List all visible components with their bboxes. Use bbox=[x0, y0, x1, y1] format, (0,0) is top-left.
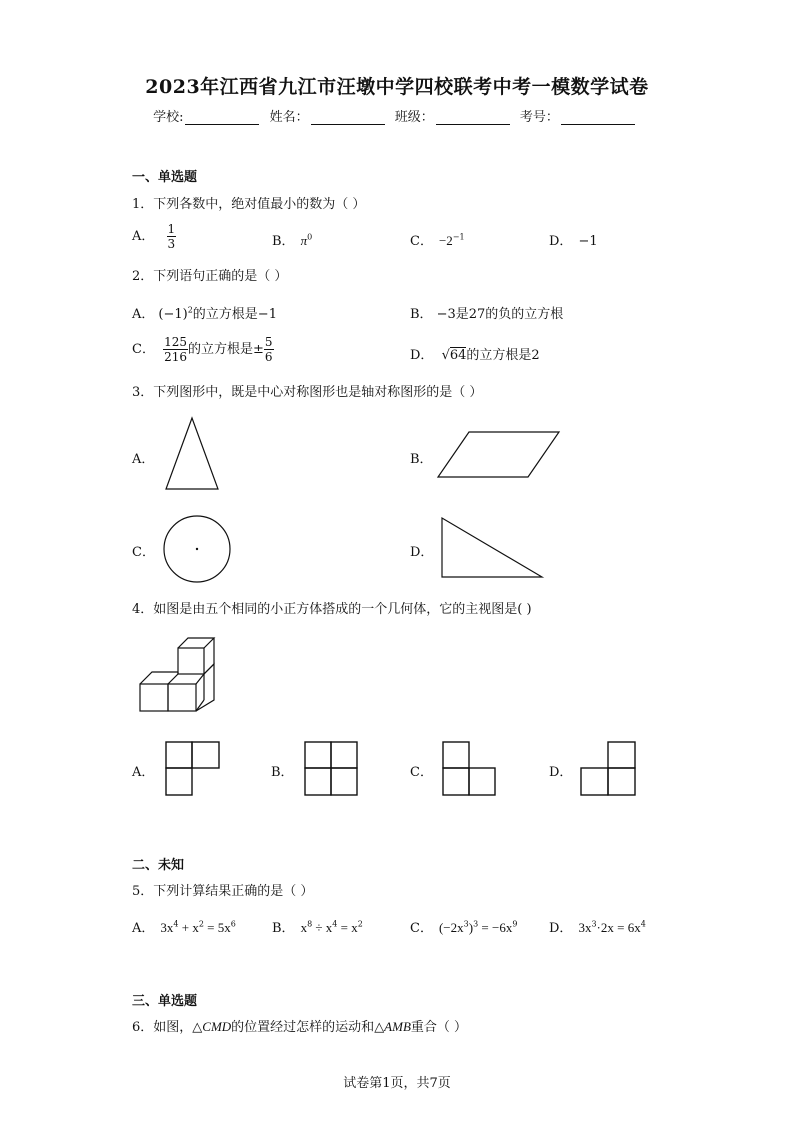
name-label: 姓名： bbox=[269, 110, 309, 125]
q5-option-d[interactable]: D． $3x^3\cdot 2x = 6x^4$ bbox=[549, 919, 646, 936]
q3-option-c-circle bbox=[162, 514, 234, 586]
q3-option-a-label[interactable]: A． bbox=[132, 452, 155, 467]
question-6-stem: 6．如图，△CMD的位置经过怎样的运动和△AMB重合（ ） bbox=[132, 1019, 468, 1035]
q2-c-fraction: $\frac{125}{216}$ bbox=[164, 335, 187, 364]
q3-option-d-label[interactable]: D． bbox=[410, 545, 434, 560]
q4-option-a-label[interactable]: A． bbox=[132, 765, 155, 780]
student-info-line bbox=[0, 106, 794, 125]
section-heading-1: 一、单选题 bbox=[132, 170, 198, 185]
question-5-stem: 5．下列计算结果正确的是（ ） bbox=[132, 884, 314, 899]
q4-option-d-figure bbox=[579, 740, 639, 798]
q3-option-d-right-triangle bbox=[440, 516, 546, 580]
sqrt-icon: √ bbox=[441, 348, 450, 363]
question-3-stem: 3．下列图形中，既是中心对称图形也是轴对称图形的是（ ） bbox=[132, 385, 483, 400]
question-2-stem: 2．下列语句正确的是（ ） bbox=[132, 269, 288, 284]
q1-option-d[interactable]: D． −1 bbox=[549, 234, 598, 249]
q1-option-a[interactable]: A． $\frac{1}{3}$ bbox=[132, 222, 176, 251]
school-label: 学校: bbox=[153, 110, 184, 125]
question-1-stem: 1．下列各数中，绝对值最小的数为（ ） bbox=[132, 197, 366, 212]
number-label: 考号： bbox=[519, 110, 559, 125]
q1-option-b[interactable]: B． $\pi^0$ bbox=[272, 232, 313, 249]
q2-option-a[interactable]: A． $(-1)^2$的立方根是−1 bbox=[132, 305, 277, 322]
number-blank[interactable] bbox=[561, 111, 635, 125]
q3-option-c-label[interactable]: C． bbox=[132, 545, 155, 560]
q4-option-a-figure bbox=[164, 740, 224, 798]
section-heading-2: 二、未知 bbox=[132, 858, 185, 873]
question-4-stem: 4．如图是由五个相同的小正方体搭成的一个几何体，它的主视图是( ) bbox=[132, 602, 532, 617]
name-blank[interactable] bbox=[311, 111, 385, 125]
class-blank[interactable] bbox=[436, 111, 510, 125]
page-title: 2023年江西省九江市汪墩中学四校联考中考一模数学试卷 bbox=[145, 76, 649, 98]
school-blank[interactable] bbox=[185, 111, 259, 125]
q4-option-b-figure bbox=[303, 740, 361, 798]
q5-option-c[interactable]: C． $(-2x^3)^3 = -6x^9$ bbox=[410, 919, 518, 936]
q4-option-c-label[interactable]: C． bbox=[410, 765, 433, 780]
q3-option-b-parallelogram bbox=[436, 430, 562, 480]
q1-option-c[interactable]: C． $-2^{-1}$ bbox=[410, 232, 465, 249]
q2-c-fraction-2: $\frac{5}{6}$ bbox=[264, 335, 273, 364]
q2-option-c[interactable]: C． $\frac{125}{216}$ 的立方根是± $\frac{5}{6}$ bbox=[132, 335, 273, 364]
q3-option-a-triangle bbox=[164, 416, 220, 492]
q5-option-a[interactable]: A． $3x^4 + x^2 = 5x^6$ bbox=[132, 919, 236, 936]
q4-cube-stack-figure bbox=[138, 636, 218, 714]
q2-option-d[interactable]: D． √64的立方根是2 bbox=[410, 348, 540, 363]
q4-option-b-label[interactable]: B． bbox=[271, 765, 294, 780]
q3-option-b-label[interactable]: B． bbox=[410, 452, 433, 467]
page-footer: 试卷第1页，共7页 bbox=[343, 1076, 451, 1091]
class-label: 班级： bbox=[394, 110, 434, 125]
q4-option-d-label[interactable]: D． bbox=[549, 765, 573, 780]
q2-option-b[interactable]: B． −3是27的负的立方根 bbox=[410, 307, 564, 322]
q1-a-fraction: $\frac{1}{3}$ bbox=[167, 222, 176, 251]
q5-option-b[interactable]: B． $x^8 \div x^4 = x^2$ bbox=[272, 919, 363, 936]
section-heading-3: 三、单选题 bbox=[132, 994, 198, 1009]
q4-option-c-figure bbox=[441, 740, 499, 798]
